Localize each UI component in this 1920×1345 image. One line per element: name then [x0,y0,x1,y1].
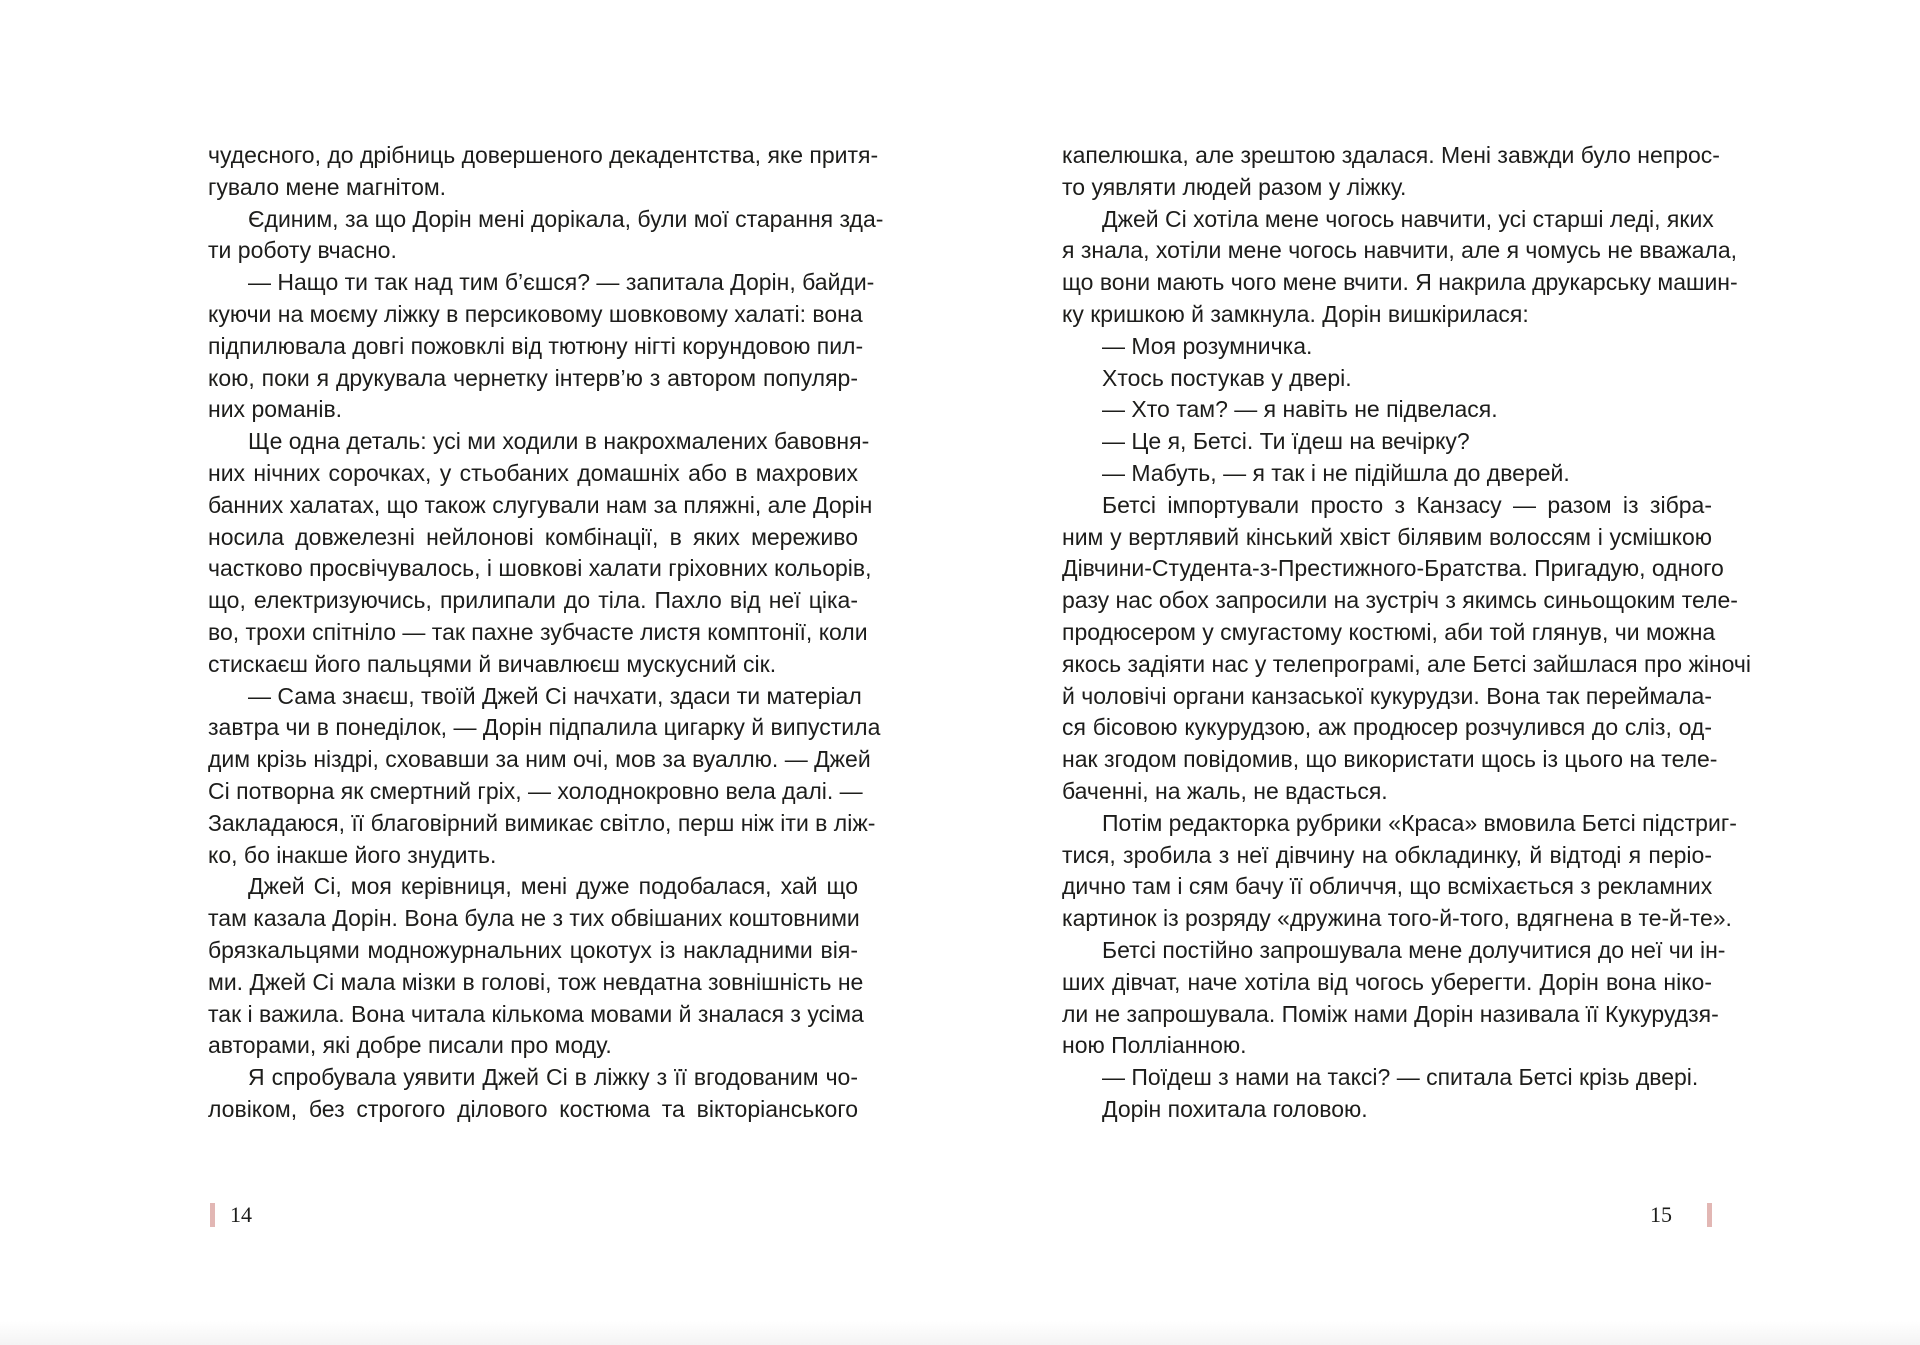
text-line: них нічних сорочках, у стьобаних домашніх або в махрових [208,459,858,486]
text-line: підпилювала довгі пожовклі від тютюну нігті корундовою пил- [208,332,864,359]
text-line: Бетсі постійно запрошувала мене долучитися до неї чи ін- [1102,936,1726,963]
text-line: ми. Джей Сі мала мізки в голові, тож невдатна зовнішність не [208,968,864,995]
text-line: Сі потворна як смертний гріх, — холоднокровно вела далі. — [208,777,863,804]
text-line: Дорін похитала головою. [1102,1095,1368,1122]
text-line: — Моя розумничка. [1102,332,1313,359]
text-line: Єдиним, за що Дорін мені дорікала, були мої старання зда- [248,205,884,232]
text-line: Дівчини-Студента-з-Престижного-Братства. Пригадую, одного [1062,555,1724,582]
text-line: капелюшка, але зрештою здалася. Мені завжди було непрос- [1062,142,1720,168]
page-number-right-text: 15 [1650,1202,1672,1227]
text-line: продюсером у смугастому костюмі, аби той глянув, чи можна [1062,618,1716,645]
text-line: Бетсі імпортували просто з Канзасу — разом із зібра- [1102,491,1712,518]
text-line: гувало мене магнітом. [208,173,447,200]
text-line: дично там і сям бачу її обличчя, що всміхається з рекламних [1062,873,1713,900]
text-line: Закладаюся, її благовірний вимикає світло, перш ніж іти в ліж- [208,809,876,836]
text-line: Потім редакторка рубрики «Краса» вмовила Бетсі підстриг- [1102,809,1737,836]
text-line: — Нащо ти так над тим б’єшся? — запитала Дорін, байди- [248,269,875,296]
text-line: нак згодом повідомив, що використати щось із цього на теле- [1062,746,1718,773]
text-line: ли не запрошувала. Поміж нами Дорін називала її Кукурудзя- [1062,1000,1719,1027]
text-line: завтра чи в понеділок, — Дорін підпалила цигарку й випустила [208,714,881,741]
text-line: кою, поки я друкувала чернетку інтерв’ю з автором популяр- [208,364,858,391]
text-line: ших дівчат, наче хотіла від чогось уберегти. Дорін вона ніко- [1062,968,1712,995]
text-line: — Сама знаєш, твоїй Джей Сі начхати, здаси ти матеріал [248,682,862,709]
left-page-text [208,140,884,1126]
text-line: тися, зробила з неї дівчину на обкладинку, й відтоді я періо- [1062,841,1712,868]
text-line: ловіком, без строгого ділового костюма та вікторіанського [208,1095,858,1122]
text-line: стискаєш його пальцями й вичавлюєш мускусний сік. [208,650,777,677]
text-line: Хтось постукав у двері. [1102,364,1352,391]
text-line: — Мабуть, — я так і не підійшла до дверей. [1102,459,1570,486]
page-edge-shadow [0,1321,1920,1345]
text-line: во, трохи спітніло — так пахне зубчасте листя комптонії, коли [208,618,868,645]
text-line: там казала Дорін. Вона була не з тих обвішаних коштовними [208,905,860,932]
right-page-text [1062,140,1752,1126]
text-line: авторами, які добре писали про моду. [208,1032,612,1059]
folio-marker-bar [1707,1203,1712,1227]
text-line: — Хто там? — я навіть не підвелася. [1102,396,1498,423]
page-number-left [210,1200,252,1230]
text-line: Джей Сі, моя керівниця, мені дуже подобалася, хай що [248,873,858,900]
text-line: частково просвічувалось, і шовкові халати гріховних кольорів, [208,555,872,582]
text-line: Джей Сі хотіла мене чогось навчити, усі старші леді, яких [1102,205,1714,232]
text-line: носила довжелезні нейлонові комбінації, в яких мереживо [208,523,858,550]
text-line: й чоловічі органи канзаської кукурудзи. Вона так переймала- [1062,682,1712,709]
text-line: якось задіяти нас у телепрограмі, але Бетсі зайшлася про жіночі [1062,650,1752,677]
text-line: Ще одна деталь: усі ми ходили в накрохмалених бавовня- [248,428,870,455]
text-line: ся бісовою кукурудзою, аж продюсер розчулився до сліз, од- [1062,714,1712,741]
text-line: ною Полліанною. [1062,1032,1247,1059]
text-line: ти роботу вчасно. [208,237,397,264]
text-line: картинок із розряду «дружина того-й-того, вдягнена в те-й-те». [1062,905,1732,932]
page-number-right [1650,1200,1672,1230]
text-line: що вони мають чого мене вчити. Я накрила друкарську машин- [1062,269,1738,296]
text-line: банних халатах, що також слугували нам за пляжні, але Дорін [208,491,873,518]
text-line: баченні, на жаль, не вдасться. [1062,777,1388,804]
text-line: куючи на моєму ліжку в персиковому шовковому халаті: вона [208,300,863,327]
text-line: брязкальцями модножурнальних цокотух із накладними вія- [208,936,858,963]
text-line: то уявляти людей разом у ліжку. [1062,173,1407,200]
text-line: дим крізь ніздрі, сховавши за ним очі, мов за вуаллю. — Джей [208,746,871,773]
text-line: Я спробувала уявити Джей Сі в ліжку з її вгодованим чо- [248,1064,858,1091]
text-line: разу нас обох запросили на зустріч з якимсь синьощоким теле- [1062,587,1738,614]
text-line: — Це я, Бетсі. Ти їдеш на вечірку? [1102,428,1470,455]
text-line: я знала, хотіли мене чогось навчити, але я чомусь не вважала, [1062,237,1738,264]
text-line: ку кришкою й замкнула. Дорін вишкірилася: [1062,300,1529,327]
page-number-left-text: 14 [230,1202,252,1227]
text-line: — Поїдеш з нами на таксі? — спитала Бетсі крізь двері. [1102,1064,1699,1091]
text-line: так і важила. Вона читала кількома мовами й зналася з усіма [208,1000,864,1027]
text-line: чудесного, до дрібниць довершеного декадентства, яке притя- [208,142,879,168]
text-line: ко, бо інакше його знудить. [208,841,497,868]
text-line: ним у вертлявий кінський хвіст білявим волоссям і усмішкою [1062,523,1712,550]
text-line: них романів. [208,396,343,423]
text-line: що, електризуючись, прилипали до тіла. Пахло від неї ціка- [208,587,858,614]
